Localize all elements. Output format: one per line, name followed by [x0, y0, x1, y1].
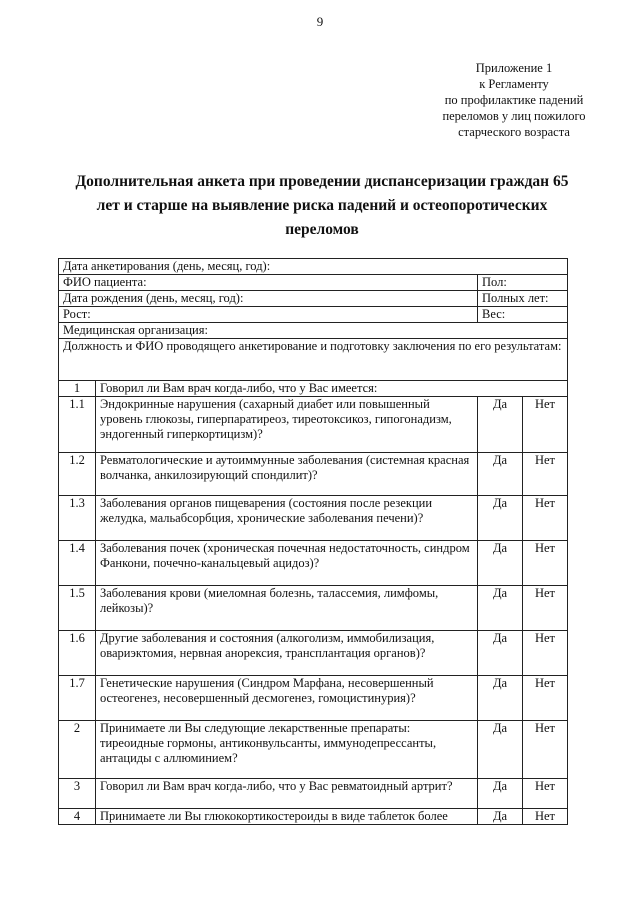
- page-number: 9: [316, 14, 324, 29]
- question-row: [59, 631, 568, 676]
- question-text: Говорил ли Вам врач когда-либо, что у Вас ревматоидный артрит?: [96, 779, 478, 809]
- answer-no[interactable]: Нет: [523, 779, 568, 809]
- answer-yes[interactable]: Да: [478, 809, 523, 825]
- answer-yes[interactable]: Да: [478, 397, 523, 453]
- patient-name-field[interactable]: ФИО пациента:: [59, 275, 478, 291]
- question-row: [59, 381, 568, 397]
- question-number: 1: [59, 381, 96, 397]
- weight-field[interactable]: Вес:: [478, 307, 568, 323]
- answer-yes[interactable]: Да: [478, 779, 523, 809]
- medical-organization-field[interactable]: Медицинская организация:: [59, 323, 568, 339]
- appendix-line: по профилактике падений: [444, 93, 584, 107]
- question-row: [59, 496, 568, 541]
- answer-no[interactable]: Нет: [523, 721, 568, 779]
- title-line: лет и старше на выявление риска падений и остеопоротических: [96, 197, 548, 214]
- answer-no[interactable]: Нет: [523, 809, 568, 825]
- question-text: Принимаете ли Вы следующие лекарственные препараты: тиреоидные гормоны, антиконвульсанты, иммунодепрессанты, антациды с аллюминием?: [96, 721, 478, 779]
- appendix-note: [430, 60, 598, 140]
- document-title: [52, 170, 592, 242]
- height-field[interactable]: Рост:: [59, 307, 478, 323]
- question-number: 1.5: [59, 586, 96, 631]
- answer-yes[interactable]: Да: [478, 453, 523, 496]
- question-text: Заболевания почек (хроническая почечная недостаточность, синдром Фанкони, почечно-канальцевый ацидоз)?: [96, 541, 478, 586]
- appendix-line: к Регламенту: [479, 77, 549, 91]
- answer-no[interactable]: Нет: [523, 586, 568, 631]
- answer-no[interactable]: Нет: [523, 453, 568, 496]
- answer-yes[interactable]: Да: [478, 586, 523, 631]
- question-row: [59, 721, 568, 779]
- question-number: 2: [59, 721, 96, 779]
- question-text: Генетические нарушения (Синдром Марфана, несовершенный остеогенез, несовершенный десмогенез, гомоцистинурия)?: [96, 676, 478, 721]
- answer-yes[interactable]: Да: [478, 496, 523, 541]
- answer-yes[interactable]: Да: [478, 676, 523, 721]
- birth-date-field[interactable]: Дата рождения (день, месяц, год):: [59, 291, 478, 307]
- appendix-line: старческого возраста: [458, 125, 570, 139]
- survey-date-field[interactable]: Дата анкетирования (день, месяц, год):: [59, 259, 568, 275]
- title-line: переломов: [285, 221, 359, 238]
- question-text: Заболевания органов пищеварения (состояния после резекции желудка, мальабсорбция, хронические заболевания печени)?: [96, 496, 478, 541]
- question-row: [59, 809, 568, 825]
- answer-no[interactable]: Нет: [523, 541, 568, 586]
- question-number: 1.4: [59, 541, 96, 586]
- question-text: Другие заболевания и состояния (алкоголизм, иммобилизация, овариэктомия, нервная анорексия, трансплантация органов)?: [96, 631, 478, 676]
- sex-field[interactable]: Пол:: [478, 275, 568, 291]
- question-text: Говорил ли Вам врач когда-либо, что у Вас имеется:: [96, 381, 568, 397]
- answer-no[interactable]: Нет: [523, 676, 568, 721]
- responsible-person-field[interactable]: Должность и ФИО проводящего анкетирование и подготовку заключения по его результатам:: [59, 339, 568, 381]
- question-number: 1.3: [59, 496, 96, 541]
- answer-no[interactable]: Нет: [523, 631, 568, 676]
- appendix-line: переломов у лиц пожилого: [442, 109, 586, 123]
- title-line: Дополнительная анкета при проведении диспансеризации граждан 65: [75, 173, 569, 190]
- question-number: 3: [59, 779, 96, 809]
- question-number: 1.1: [59, 397, 96, 453]
- answer-no[interactable]: Нет: [523, 397, 568, 453]
- age-field[interactable]: Полных лет:: [478, 291, 568, 307]
- question-number: 1.2: [59, 453, 96, 496]
- answer-yes[interactable]: Да: [478, 631, 523, 676]
- question-text: Эндокринные нарушения (сахарный диабет или повышенный уровень глюкозы, гиперпаратиреоз, тиреотоксикоз, гипогонадизм, эндогенный гиперкортицизм)?: [96, 397, 478, 453]
- answer-no[interactable]: Нет: [523, 496, 568, 541]
- appendix-line: Приложение 1: [475, 61, 553, 75]
- answer-yes[interactable]: Да: [478, 541, 523, 586]
- question-row: [59, 676, 568, 721]
- question-row: [59, 541, 568, 586]
- question-text: Ревматологические и аутоиммунные заболевания (системная красная волчанка, анкилозирующий спондилит)?: [96, 453, 478, 496]
- question-text: Принимаете ли Вы глюкокортикостероиды в виде таблеток более: [96, 809, 478, 825]
- question-number: 1.7: [59, 676, 96, 721]
- question-row: [59, 453, 568, 496]
- question-number: 1.6: [59, 631, 96, 676]
- questionnaire-table: [58, 258, 568, 825]
- question-row: [59, 397, 568, 453]
- question-row: [59, 779, 568, 809]
- question-text: Заболевания крови (миеломная болезнь, талассемия, лимфомы, лейкозы)?: [96, 586, 478, 631]
- question-number: 4: [59, 809, 96, 825]
- question-row: [59, 586, 568, 631]
- answer-yes[interactable]: Да: [478, 721, 523, 779]
